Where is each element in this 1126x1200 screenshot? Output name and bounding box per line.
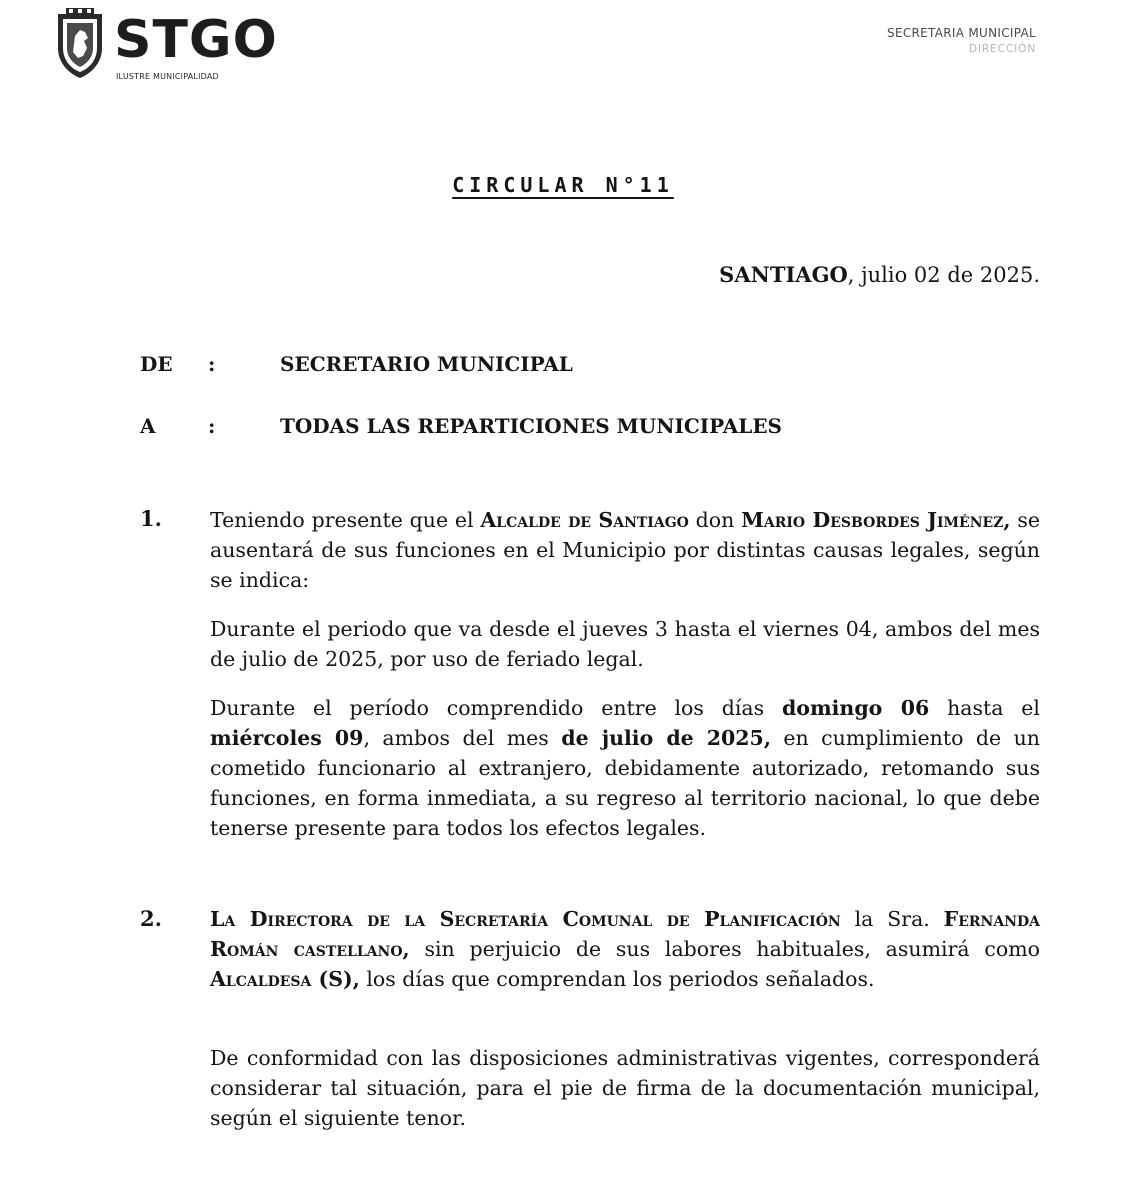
department-header xyxy=(887,26,1036,55)
text-run: se ausentará de sus funciones en el Municipio por distintas causas legales, según se indica: xyxy=(210,508,1040,592)
department-subname: DIRECCIÓN xyxy=(968,42,1036,55)
to-value: TODAS LAS REPARTICIONES MUNICIPALES xyxy=(280,414,783,438)
director-name: Fernanda Román castellano, xyxy=(210,907,1040,961)
text-run: don xyxy=(688,508,742,532)
logo-subtitle: ILUSTRE MUNICIPALIDAD xyxy=(116,72,219,81)
text-run: la Sra. xyxy=(840,907,944,931)
date-city: SANTIAGO xyxy=(719,262,848,287)
text-run: sin perjuicio de sus labores habituales, asumirá como xyxy=(409,937,1040,961)
text-run: Durante el período comprendido entre los días xyxy=(210,696,782,720)
mayor-name: Mario Desbordes Jiménez, xyxy=(741,508,1011,532)
department-name: SECRETARIA MUNICIPAL xyxy=(887,26,1036,40)
to-label: A xyxy=(140,414,156,438)
from-value: SECRETARIO MUNICIPAL xyxy=(280,352,573,376)
text-run: en cumplimiento de un cometido funcionario al extranjero, debidamente autorizado, retomando sus funciones, en forma inmediata, a su regreso al territorio nacional, lo que debe tenerse presente para todos los efectos legales. xyxy=(210,726,1040,840)
date-text: , julio 02 de 2025. xyxy=(847,263,1040,287)
text-run: , ambos del mes xyxy=(363,726,562,750)
to-colon: : xyxy=(208,414,216,438)
document-title xyxy=(0,173,1126,197)
acting-mayor-title: Alcaldesa (S), xyxy=(210,967,360,991)
coat-of-arms-icon xyxy=(54,8,106,80)
text-run: Teniendo presente que el xyxy=(210,508,481,532)
logo-wordmark: STGO xyxy=(114,10,278,70)
mayor-title: Alcalde de Santiago xyxy=(480,508,689,532)
section-2-number: 2. xyxy=(140,906,162,931)
municipality-logo xyxy=(54,8,314,84)
bold-date: domingo 06 xyxy=(781,696,930,720)
section-1-paragraph-2: Durante el periodo que va desde el jueves 3 hasta el viernes 04, ambos del mes de julio de 2025, por uso de feriado legal. xyxy=(210,617,1040,671)
from-colon: : xyxy=(208,352,216,376)
section-1-paragraph-3 xyxy=(210,693,1040,843)
bold-date: de julio de 2025, xyxy=(561,726,771,750)
director-title: La Directora de la Secretaría Comunal de Planificación xyxy=(210,907,841,931)
document-title-text: CIRCULAR N°11 xyxy=(452,173,674,197)
section-2-paragraph-1 xyxy=(210,904,1040,994)
section-1-paragraph-1 xyxy=(210,505,1040,595)
text-run: los días que comprendan los periodos señalados. xyxy=(359,967,875,991)
section-1-number: 1. xyxy=(140,506,162,531)
section-2-paragraph-2: De conformidad con las disposiciones administrativas vigentes, corresponderá considerar tal situación, para el pie de firma de la documentación municipal, según el siguiente tenor. xyxy=(210,1046,1040,1130)
text-run: hasta el xyxy=(929,696,1040,720)
bold-date: miércoles 09 xyxy=(210,726,364,750)
from-label: DE xyxy=(140,352,173,376)
document-date xyxy=(719,262,1040,287)
